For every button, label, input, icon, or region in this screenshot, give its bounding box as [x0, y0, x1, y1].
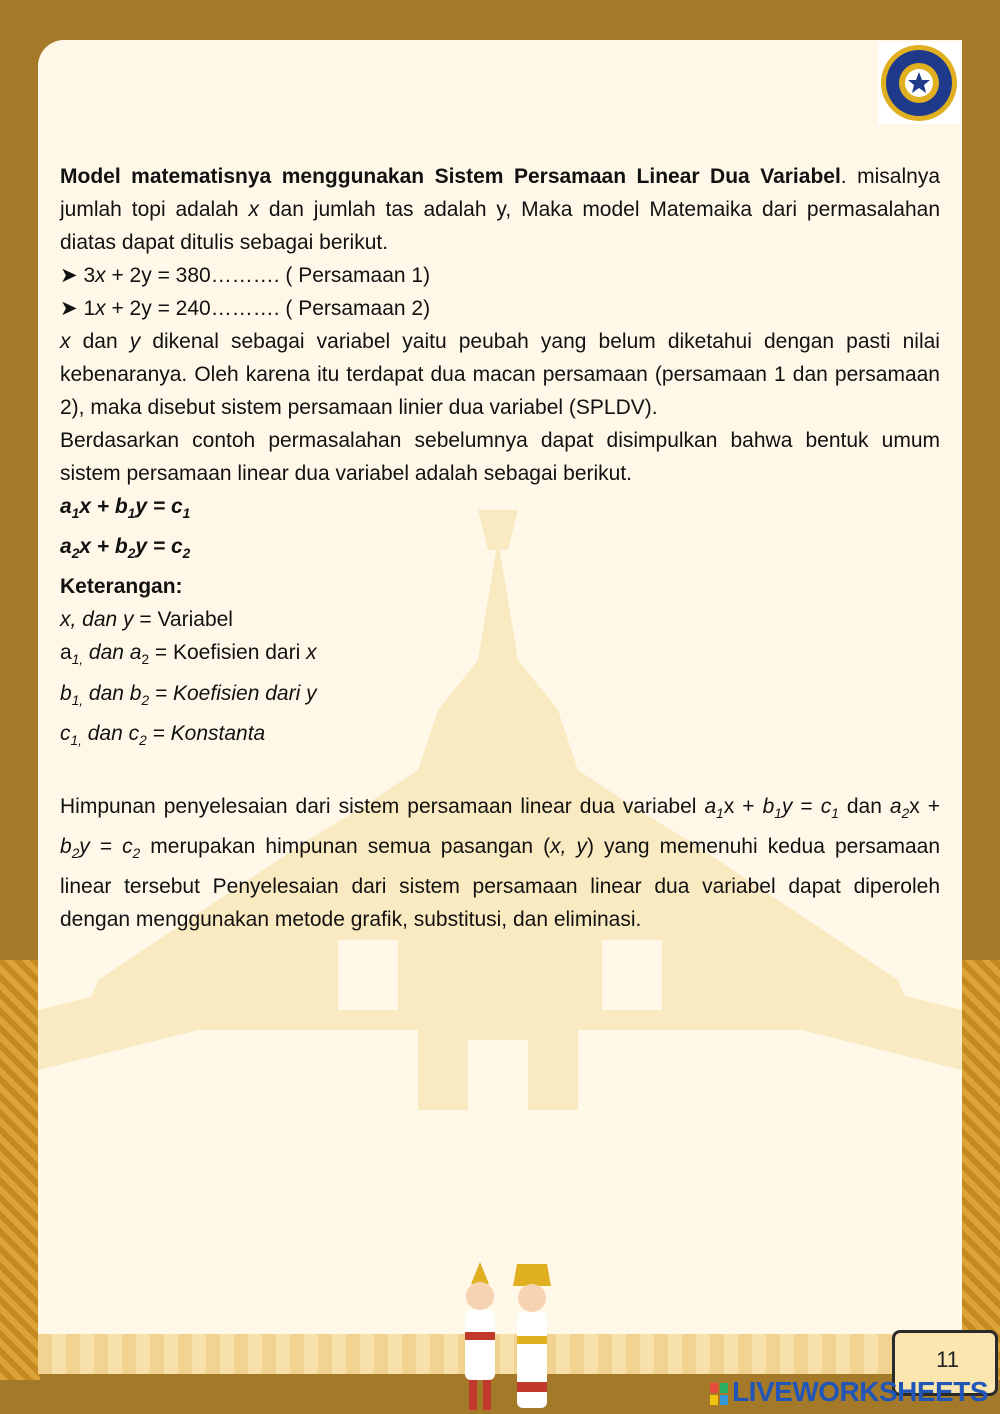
- b-sub: 2: [127, 546, 136, 562]
- x: x + b: [79, 495, 128, 518]
- e2-a: a: [889, 794, 902, 818]
- y: y = c: [135, 535, 183, 559]
- l3-b-sub: 2: [141, 692, 150, 708]
- rest: + 2y = 240………. ( Persamaan 2): [105, 297, 431, 320]
- l3-mid: dan b: [83, 681, 142, 705]
- e2-c-sub: 2: [132, 846, 141, 862]
- brand: LIVEWORKSHEETS: [732, 1376, 988, 1407]
- e2-plus: +: [919, 794, 940, 818]
- c-sub: 2: [182, 546, 191, 562]
- e2-eq: =: [89, 835, 123, 859]
- l2-a: a: [60, 641, 72, 665]
- l4-a: c: [60, 721, 71, 745]
- t1: Himpunan penyelesaian dari sistem persamaan linear dua variabel: [60, 794, 705, 818]
- l4-rest: = Konstanta: [146, 721, 266, 745]
- a-sub: 1: [71, 506, 80, 522]
- b-sub: 1: [127, 506, 136, 522]
- l1-italic: x, dan y: [60, 608, 134, 632]
- e2-y: y: [79, 835, 90, 859]
- equation-2: [60, 292, 940, 325]
- paragraph-solution-set: [60, 790, 940, 936]
- l3-rest: = Koefisien dari y: [149, 681, 317, 705]
- t2: dan: [838, 794, 890, 818]
- equation-1: [60, 259, 940, 292]
- e2-a-sub: 2: [901, 806, 910, 822]
- keterangan-line-1: [60, 603, 940, 636]
- frame-ornament-left: [0, 960, 40, 1380]
- text: dan jumlah tas adalah y, Maka model Matemaika dari permasalahan diatas dapat ditulis sebagai berikut.: [60, 198, 940, 254]
- general-form-eq2: [60, 530, 940, 570]
- t1: dan: [70, 330, 130, 353]
- e1-eq: =: [792, 794, 821, 818]
- e1-a: a: [704, 794, 717, 818]
- l2-a-sub: 1,: [71, 652, 84, 668]
- l2-rest: = Koefisien dari: [149, 641, 307, 665]
- e1-plus: +: [734, 794, 763, 818]
- var: x: [95, 297, 106, 320]
- keterangan-title: [60, 570, 940, 603]
- coef: 1: [77, 297, 96, 320]
- e1-a-sub: 1: [716, 806, 724, 822]
- t3: merupakan himpunan semua pasangan (: [140, 835, 551, 859]
- bold-lead: Model matematisnya menggunakan Sistem Persamaan Linear Dua Variabel: [60, 165, 841, 188]
- a-sub: 2: [71, 546, 80, 562]
- t4: ) yang memenuhi kedua persamaan linear tersebut Penyelesaian dari sistem persamaan linear dua variabel dapat diperoleh dengan menggunakan metode grafik, substitusi, dan eliminasi.: [60, 835, 941, 932]
- e1-y: y: [781, 794, 793, 818]
- e1-c-sub: 1: [831, 806, 839, 822]
- e2-c: c: [122, 835, 133, 859]
- l3-a-sub: 1,: [71, 692, 84, 708]
- frame-ornament-right: [960, 960, 1000, 1380]
- keterangan-line-4: [60, 717, 940, 757]
- text: . misalnya jumlah topi adalah: [60, 165, 940, 221]
- paragraph-model: [60, 160, 940, 259]
- rest: + 2y = 380………. ( Persamaan 1): [105, 264, 431, 287]
- l4-b-sub: 2: [139, 732, 147, 748]
- x: x: [60, 330, 71, 353]
- main-content: [60, 160, 940, 936]
- a: a: [60, 495, 72, 518]
- l2-mid: dan a: [83, 641, 142, 665]
- y: y: [129, 330, 141, 353]
- l4-a-sub: 1,: [70, 732, 82, 748]
- university-logo: [878, 42, 960, 124]
- page-paper: [38, 40, 962, 1374]
- var-x: x: [248, 198, 259, 221]
- e1-b-sub: 1: [774, 806, 782, 822]
- paragraph-conclusion: Berdasarkan contoh permasalahan sebelumnya dapat disimpulkan bahwa bentuk umum sistem persamaan linear dua variabel adalah sebagai berikut.: [60, 429, 940, 485]
- title: Keterangan:: [60, 575, 183, 599]
- c-sub: 1: [182, 506, 191, 522]
- general-form-eq1: [60, 490, 940, 530]
- arrow-bullet-icon: ➤: [60, 264, 78, 287]
- e2-b: b: [60, 835, 72, 859]
- l1-rest: = Variabel: [133, 608, 233, 632]
- e2-x: x: [909, 794, 920, 818]
- y: y = c: [135, 495, 183, 518]
- e1-b: b: [762, 794, 775, 818]
- l2-x: x: [306, 641, 317, 665]
- x: x + b: [79, 535, 128, 559]
- traditional-couple-icon: [455, 1262, 555, 1414]
- l3-a: b: [60, 681, 72, 705]
- t2: dikenal sebagai variabel yaitu peubah yang belum diketahui dengan pasti nilai kebenaranya. Oleh karena itu terdapat dua macan persamaan (persamaan 1 dan persamaan 2), maka disebut sistem persamaan linier dua variabel (SPLDV).: [60, 330, 940, 419]
- e1-c: c: [820, 794, 832, 818]
- a: a: [60, 535, 72, 559]
- coef: 3: [77, 264, 96, 287]
- e2-b-sub: 2: [71, 846, 80, 862]
- paragraph-variables: [60, 325, 940, 424]
- var: x: [95, 264, 106, 287]
- page-number: 11: [936, 1347, 959, 1372]
- l4-mid: dan c: [81, 721, 140, 745]
- spacer: [60, 757, 940, 790]
- e1-x: x: [723, 794, 735, 818]
- keterangan-line-3: [60, 677, 940, 717]
- arrow-bullet-icon: ➤: [60, 297, 78, 320]
- liveworksheets-brand[interactable]: [710, 1376, 988, 1408]
- pair: x, y: [550, 835, 587, 859]
- l2-b-sub: 2: [141, 652, 150, 668]
- liveworksheets-logo-icon: [710, 1383, 728, 1405]
- keterangan-line-2: [60, 636, 940, 676]
